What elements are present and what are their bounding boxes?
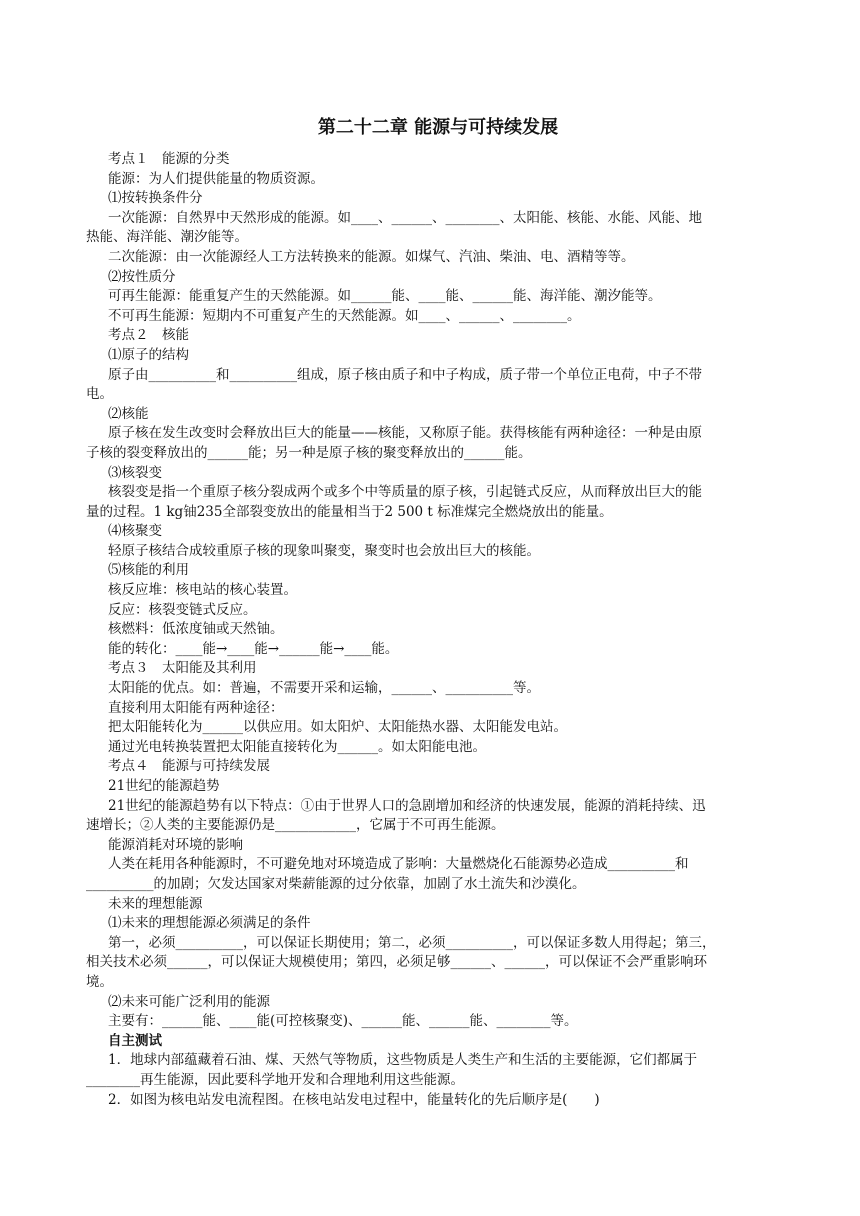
text-line: 核裂变是指一个重原子核分裂成两个或多个中等质量的原子核，引起链式反应，从而释放出巨大的能	[108, 484, 702, 501]
text-line: 轻原子核结合成较重原子核的现象叫聚变，聚变时也会放出巨大的核能。	[108, 542, 540, 559]
text-line: ⑴未来的理想能源必须满足的条件	[108, 915, 311, 932]
text-line: 不可再生能源：短期内不可重复产生的天然能源。如____、______、________。	[108, 307, 581, 324]
text-line: ⑶核裂变	[108, 464, 162, 481]
text-line: 核燃料：低浓度铀或天然铀。	[108, 621, 284, 638]
text-line: 太阳能的优点。如：普遍，不需要开采和运输，______、__________等。	[108, 680, 540, 697]
text-line: 考点３ 太阳能及其利用	[108, 660, 257, 677]
text-line: 未来的理想能源	[108, 895, 203, 912]
text-line: 原子由__________和__________组成，原子核由质子和中子构成，质子带一个单位正电荷，中子不带	[108, 366, 702, 383]
text-line: 21世纪的能源趋势有以下特点：①由于世界人口的急剧增加和经济的快速发展，能源的消耗持续、迅	[108, 797, 706, 814]
document-page	[86, 116, 790, 1110]
text-line: 21世纪的能源趋势	[108, 778, 220, 794]
text-line: 能的转化：____能→____能→______能→____能。	[108, 640, 399, 657]
text-line: 电。	[86, 386, 113, 403]
text-line: 考点２ 核能	[108, 327, 189, 344]
text-line: 主要有：______能、____能(可控核聚变)、______能、______能、________等。	[108, 1013, 578, 1030]
text-line: 速增长；②人类的主要能源仍是____________，它属于不可再生能源。	[86, 817, 505, 834]
text-line: ________再生能源，因此要科学地开发和合理地利用这些能源。	[86, 1071, 464, 1088]
text-line: 能源：为人们提供能量的物质资源。	[108, 170, 324, 187]
text-line: ⑵未来可能广泛利用的能源	[108, 993, 270, 1010]
text-line: 子核的裂变释放出的______能；另一种是原子核的聚变释放出的______能。	[86, 444, 532, 461]
text-line: 能源消耗对环境的影响	[108, 836, 243, 853]
text-line: ⑴按转换条件分	[108, 190, 203, 207]
text-line: 量的过程。1 kg铀235全部裂变放出的能量相当于2 500 t 标准煤完全燃烧放出的能量。	[86, 503, 613, 520]
text-line: 考点４ 能源与可持续发展	[108, 758, 270, 775]
text-line: 通过光电转换装置把太阳能直接转化为______。如太阳能电池。	[108, 738, 486, 755]
text-line: 相关技术必须______，可以保证大规模使用；第四，必须足够______、______，可以保证不会严重影响环	[86, 954, 707, 971]
text-line: 一次能源：自然界中天然形成的能源。如____、______、________、太阳能、核能、水能、风能、地	[108, 209, 702, 226]
text-line: 第一，必须__________，可以保证长期使用；第二，必须__________，可以保证多数人用得起；第三，	[108, 934, 716, 951]
text-line: __________的加剧；欠发达国家对柴薪能源的过分依靠，加剧了水土流失和沙漠化。	[86, 875, 586, 892]
text-line: 原子核在发生改变时会释放出巨大的能量——核能，又称原子能。获得核能有两种途径：一种是由原	[108, 425, 702, 442]
text-line: 可再生能源：能重复产生的天然能源。如______能、____能、______能、海洋能、潮汐能等。	[108, 288, 662, 305]
text-line: 反应：核裂变链式反应。	[108, 601, 257, 618]
text-line: 把太阳能转化为______以供应用。如太阳炉、太阳能热水器、太阳能发电站。	[108, 719, 567, 736]
text-line: 考点１ 能源的分类	[108, 151, 230, 167]
text-line: ⑸核能的利用	[108, 562, 189, 579]
text-line: ⑵核能	[108, 405, 149, 422]
text-line: ⑴原子的结构	[108, 346, 189, 363]
text-line: 直接利用太阳能有两种途径：	[108, 699, 284, 716]
text-line: 1．地球内部蕴藏着石油、煤、天然气等物质，这些物质是人类生产和生活的主要能源，它们都属于	[108, 1052, 698, 1069]
chapter-title: 第二十二章 能源与可持续发展	[317, 117, 559, 138]
text-line: ⑷核聚变	[108, 523, 162, 540]
text-line: ⑵按性质分	[108, 268, 176, 285]
text-line: 人类在耗用各种能源时，不可避免地对环境造成了影响：大量燃烧化石能源势必造成__________和	[108, 856, 689, 873]
text-line: 二次能源：由一次能源经人工方法转换来的能源。如煤气、汽油、柴油、电、酒精等等。	[108, 248, 635, 265]
text-line: 热能、海洋能、潮汐能等。	[86, 229, 248, 246]
text-line: 自主测试	[108, 1032, 162, 1049]
text-line: 核反应堆：核电站的核心装置。	[108, 582, 297, 599]
text-line: 2．如图为核电站发电流程图。在核电站发电过程中，能量转化的先后顺序是( )	[108, 1091, 600, 1108]
document-body	[86, 150, 790, 1110]
text-line: 境。	[86, 973, 113, 990]
